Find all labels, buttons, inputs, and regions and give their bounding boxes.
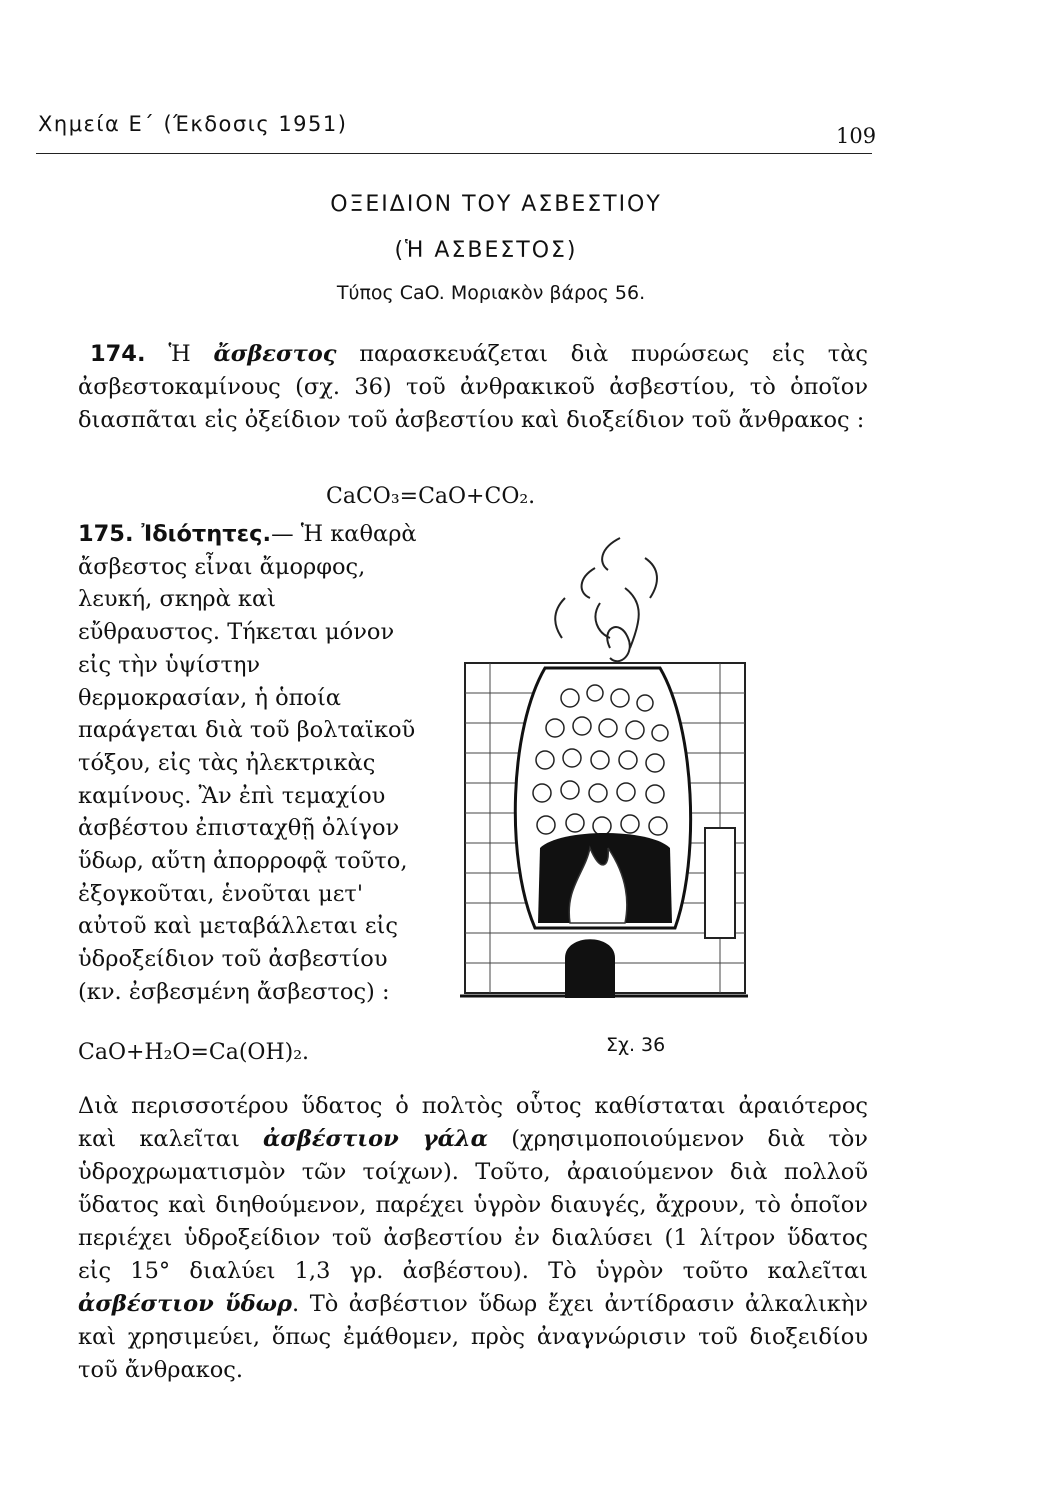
paragraph-174: 174. Ἡ ἄσβεστος παρασκευάζεται διὰ πυρώσεως εἰς τὰς ἀσβεστοκαμίνους (σχ. 36) τοῦ ἀνθρακικοῦ ἀσβεστίου, τὸ ὁποῖον διασπᾶται εἰς ὀξείδιον τοῦ ἀσβεστίου καὶ διοξείδιον τοῦ ἄνθρακος : <box>78 341 868 433</box>
header-rule <box>36 153 872 154</box>
term-lime-water: ἀσβέστιον ὕδωρ <box>78 1291 292 1317</box>
formula-line: Τύπος CaO. Μοριακὸν βάρος 56. <box>336 282 646 304</box>
term-asvestos: ἄσβεστος <box>213 341 337 367</box>
term-milk-of-lime: ἀσβέστιον γάλα <box>263 1126 488 1152</box>
running-header: Χημεία Ε΄ (Έκδοσις 1951) <box>38 112 348 136</box>
paragraph-heading: Ἰδιότητες. <box>133 521 272 547</box>
equation-decomposition: CaCO₃=CaO+CO₂. <box>326 484 536 509</box>
paragraph-175: 175. Ἰδιότητες.— Ἡ καθαρὰ ἄσβεστος εἶναι ἄμορφος, λευκή, σκηρὰ καὶ εὔθραυστος. Τήκεται μόνον εἰς τὴν ὑψίστην θερμοκρασίαν, ἡ ὁποία παράγεται διὰ τοῦ βολταϊκοῦ τόξου, εἰς τὰς ἠλεκτρικὰς καμίνους. Ἂν ἐπὶ τεμαχίου ἀσβέστου ἐπισταχθῇ ὀλίγον ὕδωρ, αὕτη ἀπορροφᾷ τοῦτο, ἐξογκοῦται, ἑνοῦται μετ' αὐτοῦ καὶ μεταβάλλεται εἰς ὑδροξείδιον τοῦ ἀσβεστίου (κν. ἐσβεσμένη ἄσβεστος) : <box>78 521 417 1005</box>
paragraph-milk-of-lime: Διὰ περισσοτέρου ὕδατος ὁ πολτὸς οὗτος καθίσταται ἀραιότερος καὶ καλεῖται ἀσβέστιον γάλα (χρησιμοποιούμενον διὰ τὸν ὑδροχρωματισμὸν τῶν τοίχων). Τοῦτο, ἀραιούμενον διὰ πολλοῦ ὕδατος καὶ διηθούμενον, παρέχει ὑγρὸν διαυγές, ἄχρουν, τὸ ὁποῖον περιέχει ὑδροξείδιον τοῦ ἀσβεστίου ἐν διαλύσει (1 λίτρον ὕδατος εἰς 15° διαλύει 1,3 γρ. ἀσβέστου). Τὸ ὑγρὸν τοῦτο καλεῖται ἀσβέστιον ὕδωρ. Τὸ ἀσβέστιον ὕδωρ ἔχει ἀντίδρασιν ἀλκαλικὴν καὶ χρησιμεύει, ὅπως ἐμάθομεν, πρὸς ἀναγνώρισιν τοῦ διοξειδίου τοῦ ἄνθρακος. <box>78 1093 868 1383</box>
paragraph-number: 174. <box>90 341 146 367</box>
paragraph-number: 175. <box>78 521 134 547</box>
figure-caption: Σχ. 36 <box>606 1034 666 1056</box>
page-number: 109 <box>836 124 877 148</box>
equation-slaking: CaO+H₂O=Ca(OH)₂. <box>78 1040 310 1065</box>
lime-kiln-figure <box>450 528 750 1028</box>
section-title: ΟΞΕΙΔΙΟΝ ΤΟΥ ΑΣΒΕΣΤΙΟΥ <box>330 192 662 217</box>
section-subtitle: (Ἡ ΑΣΒΕΣΤΟΣ) <box>394 238 578 263</box>
